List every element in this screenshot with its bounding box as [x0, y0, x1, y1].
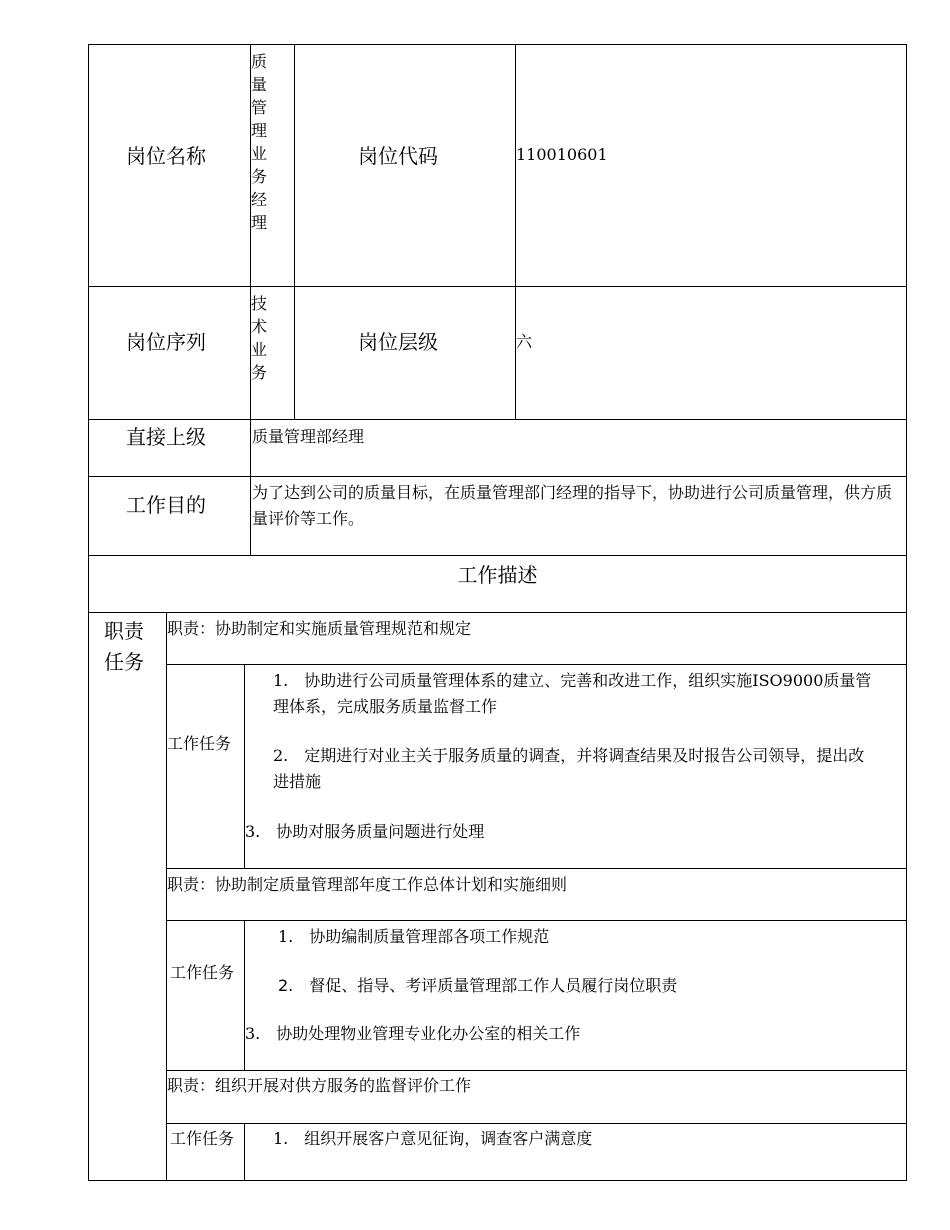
task-2-1: 1. 协助编制质量管理部各项工作规范 — [278, 927, 550, 946]
task-1-1: 1. 协助进行公司质量管理体系的建立、完善和改进工作，组织实施ISO9000质量管理体系，完成服务质量监督工作 — [273, 671, 872, 716]
post-series-text: 技术业务 — [251, 294, 268, 382]
task-label-1: 工作任务 — [167, 734, 232, 753]
task-3-1: 1. 组织开展客户意见征询，调查客户满意度 — [273, 1129, 593, 1148]
post-series-label: 岗位序列 — [126, 330, 206, 354]
description-title: 工作描述 — [457, 563, 538, 587]
post-name-text: 质量管理业务经理 — [251, 52, 268, 232]
post-code-value: 110010601 — [516, 145, 608, 164]
post-level-value: 六 — [516, 332, 533, 351]
superior-value: 质量管理部经理 — [252, 427, 365, 446]
duty-1: 职责：协助制定和实施质量管理规范和规定 — [167, 619, 472, 638]
task-1-2: 2. 定期进行对业主关于服务质量的调查，并将调查结果及时报告公司领导，提出改进措施 — [273, 746, 865, 791]
post-level-label: 岗位层级 — [358, 330, 438, 354]
purpose-label: 工作目的 — [126, 493, 206, 517]
post-name-value — [250, 50, 272, 234]
superior-label: 直接上级 — [126, 425, 206, 449]
task-2-2: 2. 督促、指导、考评质量管理部工作人员履行岗位职责 — [278, 976, 678, 995]
duty-2: 职责：协助制定质量管理部年度工作总体计划和实施细则 — [167, 875, 568, 894]
post-code-label: 岗位代码 — [358, 144, 438, 168]
side-label: 职责任务 — [104, 619, 144, 674]
task-label-2: 工作任务 — [170, 963, 235, 982]
duty-3: 职责：组织开展对供方服务的监督评价工作 — [167, 1076, 472, 1095]
purpose-value: 为了达到公司的质量目标，在质量管理部门经理的指导下，协助进行公司质量管理，供方质量评价等工作。 — [252, 483, 893, 528]
task-1-3: 3. 协助对服务质量问题进行处理 — [245, 822, 485, 841]
post-name-label: 岗位名称 — [126, 144, 206, 168]
post-series-value — [250, 292, 272, 384]
task-2-3: 3. 协助处理物业管理专业化办公室的相关工作 — [245, 1024, 581, 1043]
task-label-3: 工作任务 — [170, 1129, 235, 1148]
